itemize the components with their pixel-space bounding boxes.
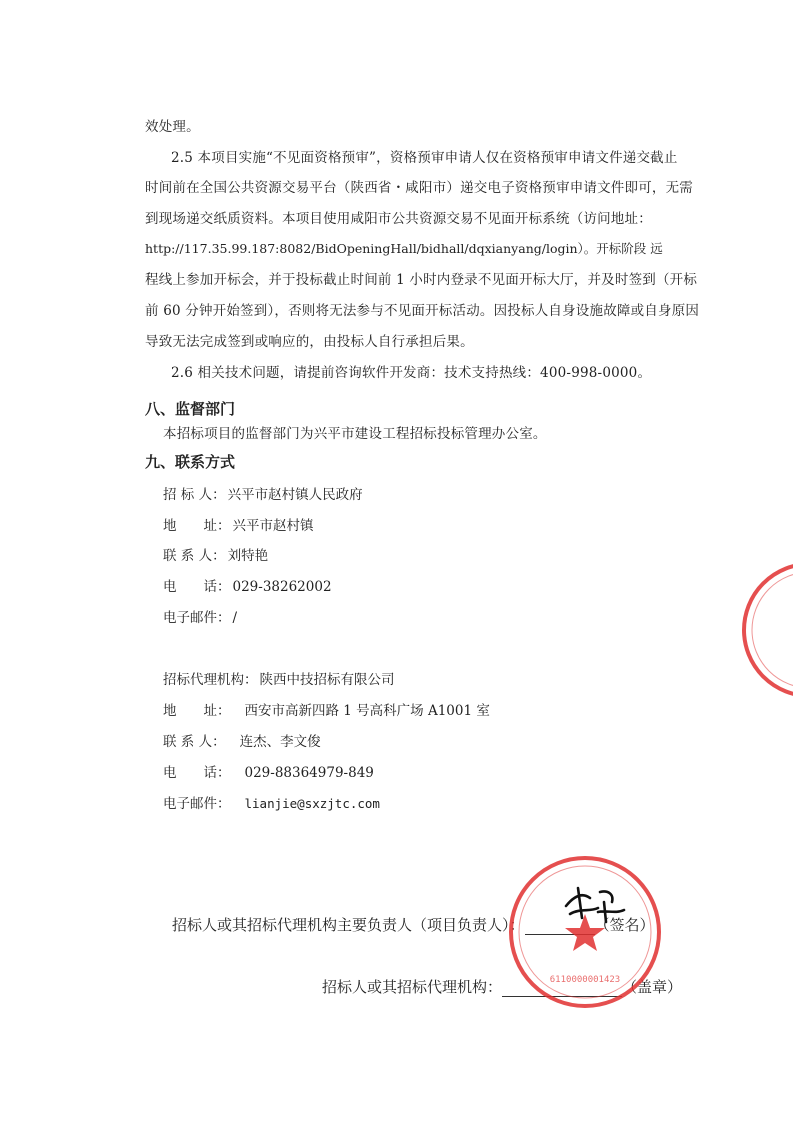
paragraph-line: 到现场递交纸质资料。本项目使用咸阳市公共资源交易不见面开标系统（访问地址： — [145, 211, 652, 227]
field-label: 地 址： — [163, 703, 231, 719]
seal-suffix: （盖章） — [622, 978, 683, 996]
paragraph-line: 程线上参加开标会，并于投标截止时间前 1 小时内登录不见面开标大厅，并及时签到（开标 — [145, 272, 698, 288]
field-value: 兴平市赵村镇 — [232, 518, 314, 534]
field-value: 连杰、李文俊 — [239, 734, 321, 750]
field-value: / — [232, 610, 238, 626]
signature-prefix: 招标人或其招标代理机构主要负责人（项目负责人）： — [172, 916, 525, 934]
field-value: 陕西中技招标有限公司 — [259, 672, 395, 688]
field-label: 招标代理机构： — [163, 672, 258, 688]
agency-name-row — [163, 668, 395, 688]
field-label: 招 标 人： — [163, 487, 226, 503]
handwritten-signature — [560, 878, 630, 928]
tenderer-name-row — [163, 483, 363, 503]
field-value: 刘特艳 — [227, 548, 269, 564]
field-label: 地 址： — [163, 518, 231, 534]
agency-email-row — [163, 792, 380, 812]
field-label: 联 系 人： — [163, 734, 226, 750]
paragraph-line: 2.6 相关技术问题，请提前咨询软件开发商：技术支持热线：400-998-0000。 — [171, 365, 652, 381]
field-value: 兴平市赵村镇人民政府 — [227, 487, 363, 503]
section-heading-8: 八、监督部门 — [145, 400, 236, 418]
tenderer-email-row — [163, 606, 237, 626]
paragraph-line: 导致无法完成签到或响应的，由投标人自行承担后果。 — [145, 334, 474, 350]
field-label: 联 系 人： — [163, 548, 226, 564]
field-label: 电 话： — [163, 765, 231, 781]
signature-suffix: （签名） — [594, 916, 655, 934]
section-heading-9: 九、联系方式 — [145, 453, 236, 471]
paragraph-line: 前 60 分钟开始签到），否则将无法参与不见面开标活动。因投标人自身设施故障或自身原因 — [145, 303, 700, 319]
paragraph-line: 时间前在全国公共资源交易平台（陕西省・咸阳市）递交电子资格预审申请文件即可，无需 — [145, 180, 693, 196]
agency-contact-row — [163, 730, 321, 750]
field-label: 电子邮件： — [163, 796, 231, 812]
tenderer-contact-row — [163, 544, 268, 564]
field-label: 电 话： — [163, 579, 231, 595]
field-value: lianjie@sxzjtc.com — [244, 796, 380, 811]
field-label: 电子邮件： — [163, 610, 231, 626]
svg-text:6110000001423: 6110000001423 — [549, 975, 621, 985]
paragraph-line: 本招标项目的监督部门为兴平市建设工程招标投标管理办公室。 — [163, 426, 547, 442]
tenderer-phone-row — [163, 575, 332, 595]
seal-prefix: 招标人或其招标代理机构： — [322, 978, 503, 996]
paragraph-line: 效处理。 — [145, 119, 200, 135]
agency-phone-row — [163, 761, 374, 781]
field-value: 西安市高新四路 1 号高科广场 A1001 室 — [244, 703, 490, 719]
field-value: 029-38262002 — [232, 579, 332, 595]
field-value: 029-88364979-849 — [244, 765, 374, 781]
company-seal-stamp — [505, 852, 665, 1012]
tenderer-address-row — [163, 514, 314, 534]
agency-address-row — [163, 699, 490, 719]
partial-seal-stamp — [700, 555, 793, 705]
paragraph-line: http://117.35.99.187:8082/BidOpeningHall/bidhall/dqxianyang/login）。开标阶段 远 — [145, 241, 663, 256]
paragraph-line: 2.5 本项目实施“不见面资格预审”，资格预审申请人仅在资格预审申请文件递交截止 — [171, 150, 678, 166]
